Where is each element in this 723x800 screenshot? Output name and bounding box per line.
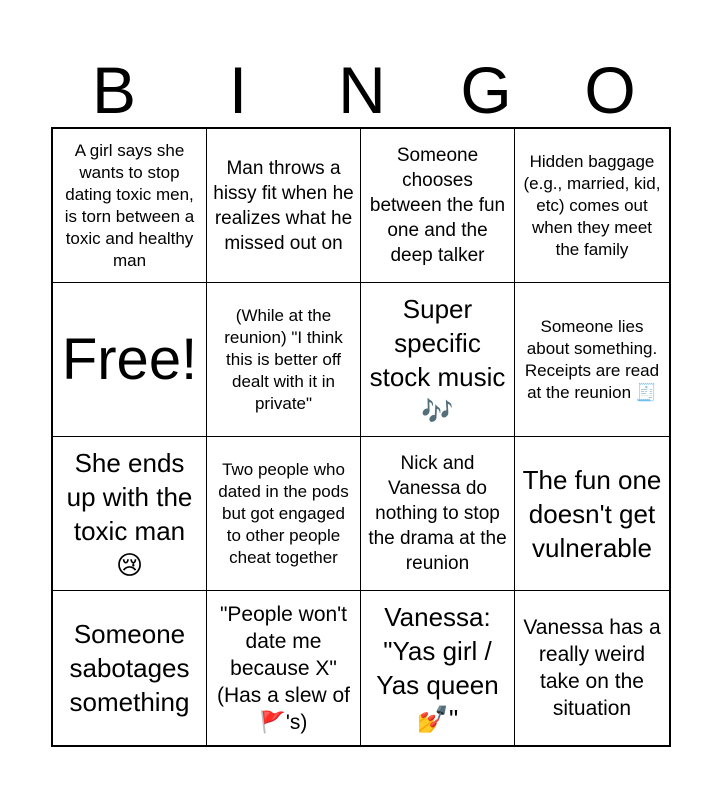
- bingo-cell-text: Man throws a hissy fit when he realizes what he missed out on: [213, 157, 354, 254]
- bingo-cell-text: Someone sabotages something: [69, 619, 190, 717]
- bingo-header: [52, 52, 672, 128]
- header-letter-o: O: [584, 53, 636, 127]
- bingo-cell-text: The fun one doesn't get vulnerable: [522, 464, 662, 563]
- bingo-cell-r3c1[interactable]: [53, 437, 207, 591]
- bingo-cell-text: Free!: [61, 326, 198, 392]
- bingo-cell-r4c2[interactable]: [207, 591, 361, 745]
- bingo-cell-text: Vanessa has a really weird take on the situation: [523, 616, 661, 720]
- bingo-cell-r4c3[interactable]: [361, 591, 515, 745]
- bingo-cell-r1c3[interactable]: [361, 129, 515, 283]
- bingo-cell-r4c1[interactable]: [53, 591, 207, 745]
- header-letter-b: B: [91, 53, 137, 127]
- bingo-cell-r2c4[interactable]: [515, 283, 669, 437]
- bingo-cell-text: (While at the reunion) "I think this is better off dealt with it in private": [224, 305, 343, 413]
- bingo-cell-r1c2[interactable]: [207, 129, 361, 283]
- bingo-cell-r3c2[interactable]: [207, 437, 361, 591]
- header-letter-g: G: [460, 53, 512, 127]
- bingo-cell-text: Vanessa: "Yas girl / Yas queen 💅": [376, 602, 499, 734]
- bingo-cell-r4c4[interactable]: [515, 591, 669, 745]
- bingo-cell-r2c3[interactable]: [361, 283, 515, 437]
- bingo-cell-text: Super specific stock music 🎶: [369, 293, 506, 426]
- bingo-cell-text: Two people who dated in the pods but got engaged to other people cheat together: [218, 459, 349, 567]
- header-letter-n: N: [338, 53, 386, 127]
- bingo-cell-r2c2[interactable]: [207, 283, 361, 437]
- bingo-cell-text: Someone chooses between the fun one and the deep talker: [369, 145, 506, 266]
- bingo-cell-r3c4[interactable]: [515, 437, 669, 591]
- bingo-cell-text: Someone lies about something. Receipts are read at the reunion 🧾: [524, 316, 660, 402]
- bingo-cell-text: A girl says she wants to stop dating toxic men, is torn between a toxic and healthy man: [64, 140, 195, 270]
- bingo-cell-r1c1[interactable]: [53, 129, 207, 283]
- bingo-cell-text: Hidden baggage (e.g., married, kid, etc) comes out when they meet the family: [523, 151, 661, 259]
- bingo-cell-text: Nick and Vanessa do nothing to stop the drama at the reunion: [368, 453, 507, 574]
- bingo-cell-text: She ends up with the toxic man 😢: [66, 447, 193, 580]
- bingo-card-grid: [51, 127, 671, 747]
- header-letter-i: I: [228, 53, 248, 127]
- bingo-cell-free-space[interactable]: [53, 283, 207, 437]
- bingo-cell-r1c4[interactable]: [515, 129, 669, 283]
- bingo-cell-r3c3[interactable]: [361, 437, 515, 591]
- bingo-cell-text: "People won't date me because X" (Has a slew of 🚩's): [216, 602, 351, 734]
